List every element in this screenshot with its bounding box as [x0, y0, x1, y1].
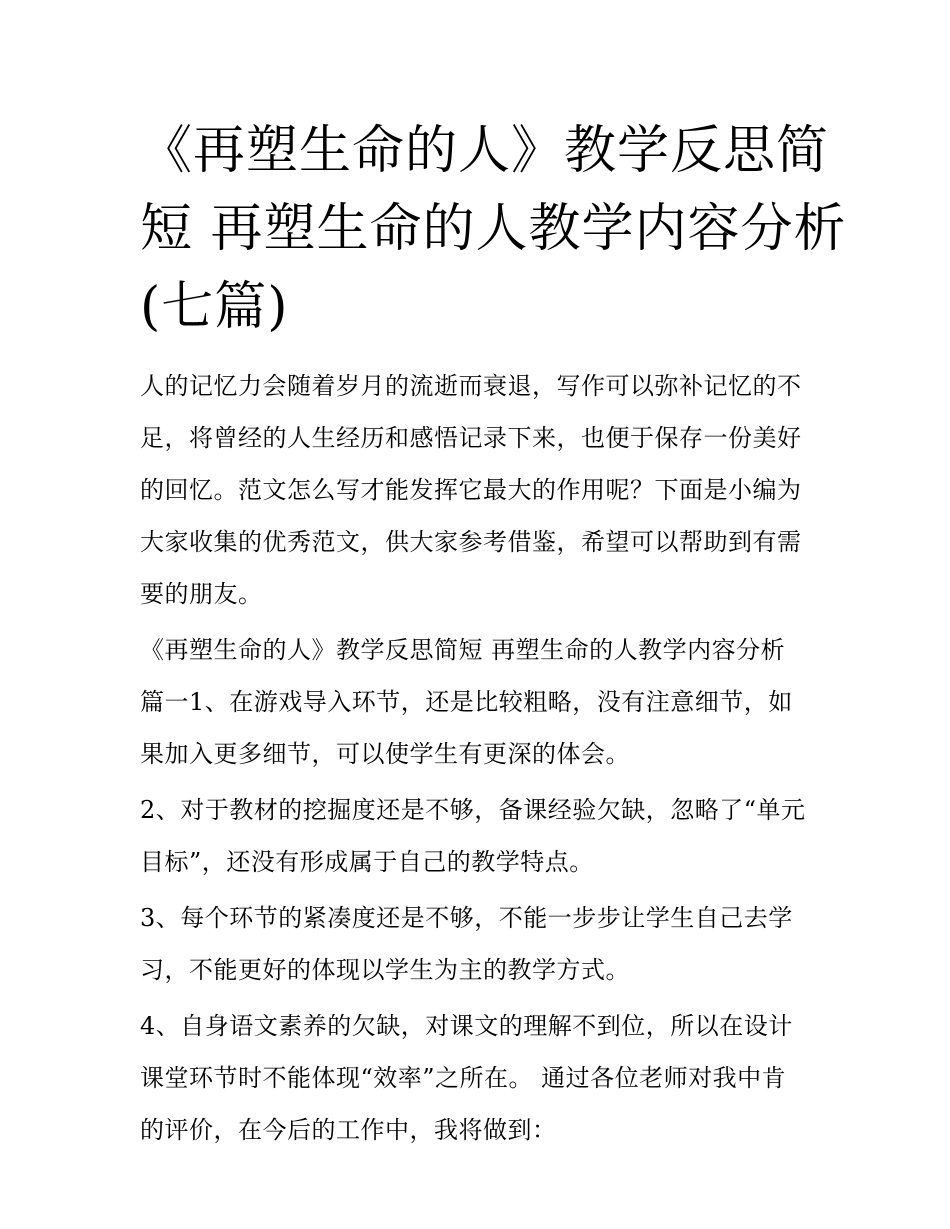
- document-content: [140, 112, 847, 1160]
- text-line: 大家收集的优秀范文，供大家参考借鉴，希望可以帮助到有需: [140, 528, 802, 556]
- text-line: 目标”，还没有形成属于自己的教学特点。: [140, 848, 594, 876]
- text-line: 课堂环节时不能体现“效率”之所在。 通过各位老师对我中肯: [140, 1064, 787, 1092]
- text-line: 果加入更多细节，可以使学生有更深的体会。: [140, 740, 630, 768]
- text-line: 篇一1、在游戏导入环节，还是比较粗略，没有注意细节，如: [140, 688, 793, 716]
- title-line: 短 再塑生命的人教学内容分析: [140, 199, 847, 259]
- text-line: 4、自身语文素养的欠缺，对课文的理解不到位，所以在设计: [140, 1012, 793, 1040]
- text-line: 的回忆。范文怎么写才能发挥它最大的作用呢？下面是小编为: [140, 476, 802, 504]
- text-line: 3、每个环节的紧凑度还是不够，不能一步步让学生自己去学: [140, 904, 793, 932]
- point-paragraph: [140, 1000, 820, 1156]
- document-body: [140, 360, 820, 1156]
- text-line: 习，不能更好的体现以学生为主的教学方式。: [140, 956, 630, 984]
- title-line: 《再塑生命的人》教学反思简: [140, 121, 830, 181]
- text-line: 足，将曾经的人生经历和感悟记录下来，也便于保存一份美好: [140, 424, 802, 452]
- intro-paragraph: [140, 360, 820, 620]
- text-line: 《再塑生命的人》教学反思简短 再塑生命的人教学内容分析: [140, 636, 786, 664]
- title-line: (七篇): [140, 277, 289, 337]
- text-line: 要的朋友。: [140, 580, 263, 608]
- document-title: [140, 112, 847, 346]
- text-line: 2、对于教材的挖掘度还是不够，备课经验欠缺，忽略了“单元: [140, 796, 806, 824]
- point-paragraph: [140, 784, 820, 888]
- text-line: 人的记忆力会随着岁月的流逝而衰退，写作可以弥补记忆的不: [140, 372, 802, 400]
- point-paragraph: [140, 892, 820, 996]
- section-paragraph: [140, 624, 820, 780]
- text-line: 的评价，在今后的工作中，我将做到：: [140, 1116, 557, 1144]
